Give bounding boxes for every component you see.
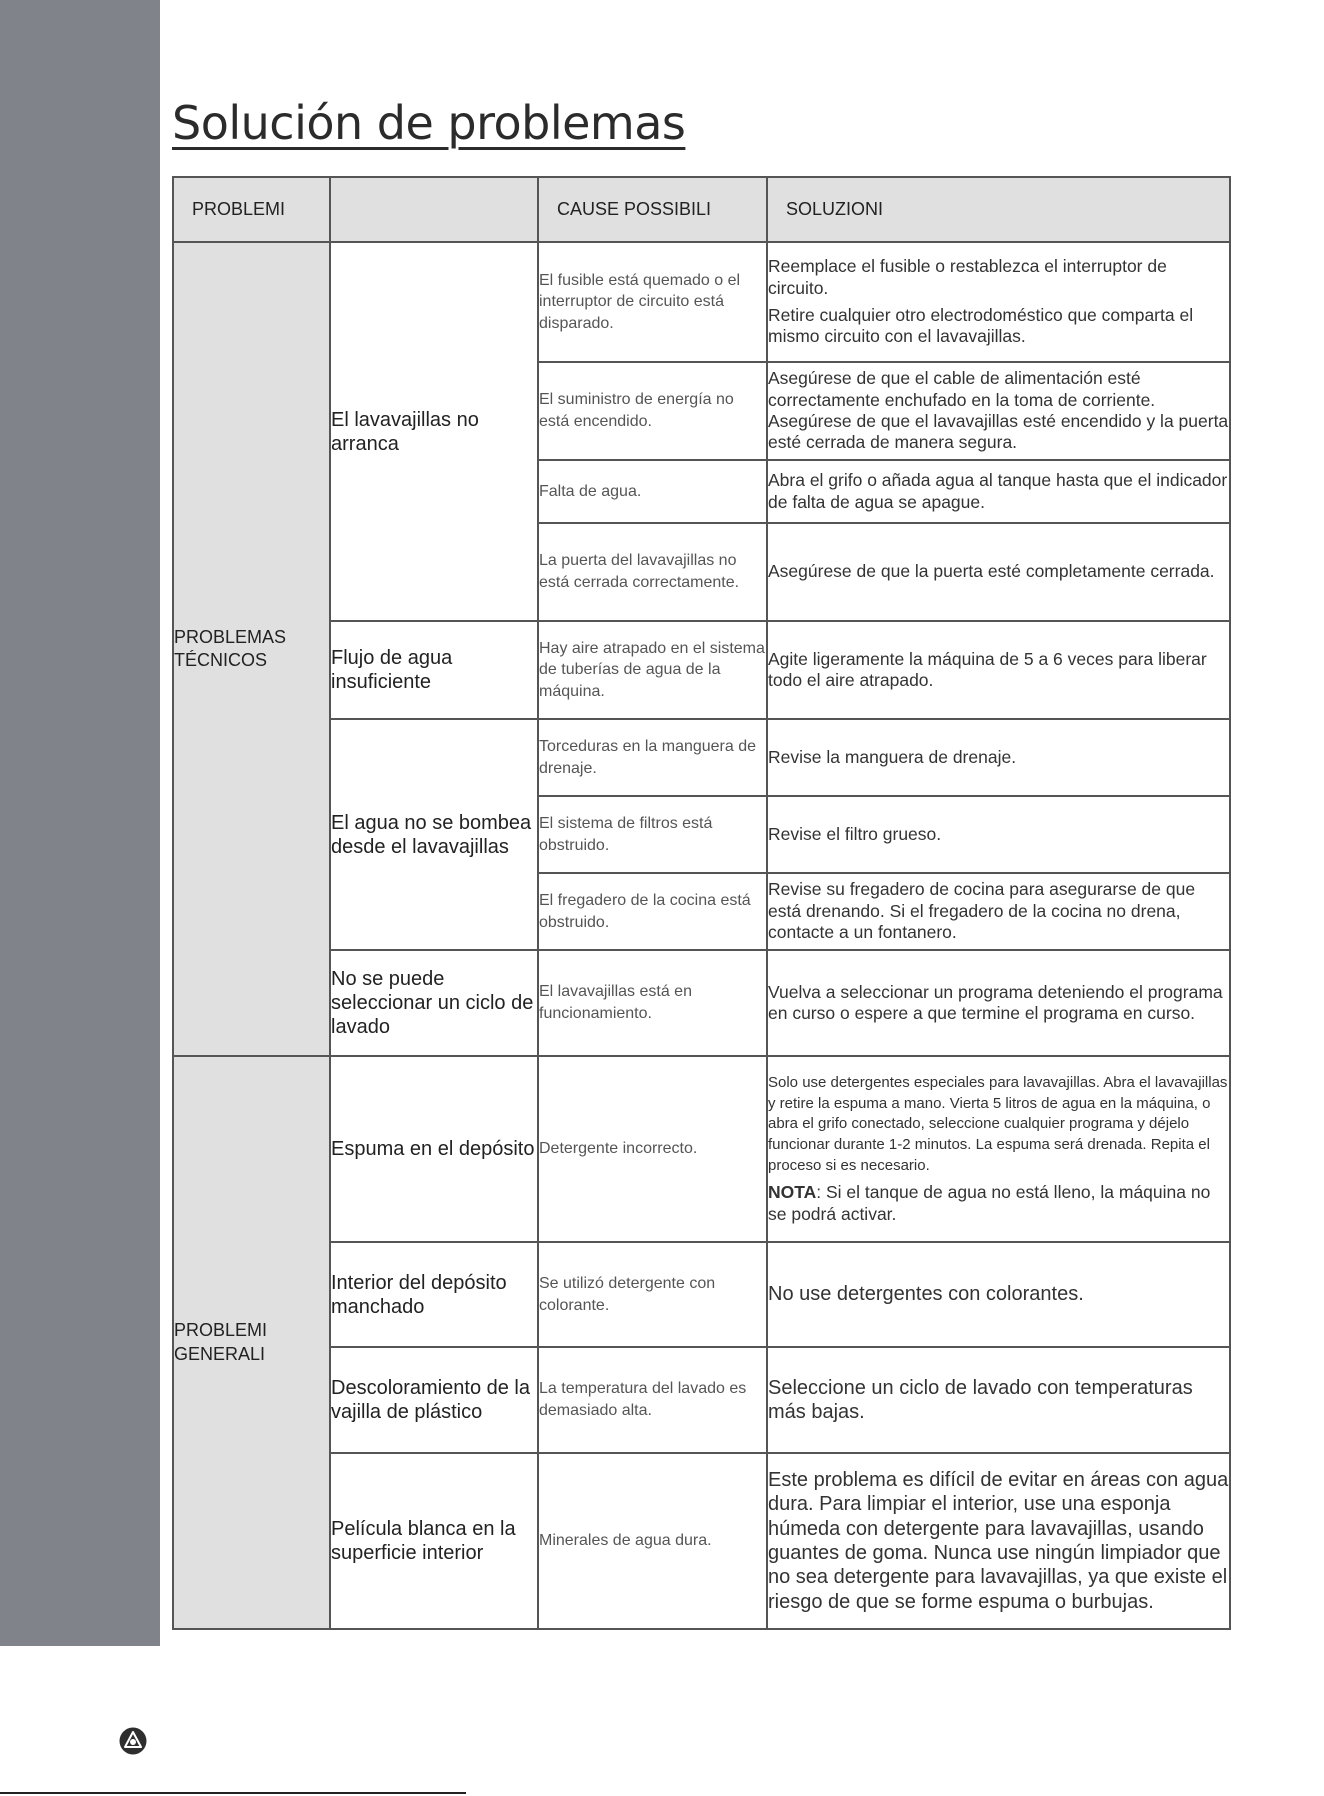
cause-cell: Detergente incorrecto. [538, 1056, 767, 1242]
solution-text: Retire cualquier otro electrodoméstico que comparta el mismo circuito con el lavavajillas. [768, 305, 1194, 347]
cause-cell: El sistema de filtros está obstruido. [538, 796, 767, 873]
table-row [173, 950, 1230, 1056]
cause-cell: Torceduras en la manguera de drenaje. [538, 719, 767, 796]
cause-cell: La temperatura del lavado es demasiado alta. [538, 1347, 767, 1453]
table-row [173, 1056, 1230, 1242]
note-label: NOTA [768, 1182, 817, 1203]
solution-text: Revise el filtro grueso. [768, 823, 942, 844]
solution-text: No use detergentes con colorantes. [768, 1283, 1084, 1306]
header-problem: PROBLEMI [173, 177, 330, 242]
solution-cell [767, 242, 1230, 362]
table-row [173, 719, 1230, 796]
solution-text: Revise su fregadero de cocina para asegurarse de que está drenando. Si el fregadero de la cocina no drena, contacte a un fontanero. [768, 879, 1196, 943]
solution-text: Asegúrese de que la puerta esté completamente cerrada. [768, 561, 1215, 582]
problem-foam: Espuma en el depósito [330, 1056, 538, 1242]
brand-logo-icon [118, 1726, 148, 1756]
table-row [173, 1242, 1230, 1347]
solution-text: Revise la manguera de drenaje. [768, 746, 1017, 767]
troubleshooting-table [172, 176, 1231, 1630]
problem-no-cycle: No se puede seleccionar un ciclo de lavado [330, 950, 538, 1056]
solution-text: Solo use detergentes especiales para lavavajillas. Abra el lavavajillas y retire la espuma a mano. Vierta 5 litros de agua en la máquina, o abra el grifo conectado, seleccione cualquier programa y déjelo funcionar durante 1-2 minutos. La espuma será drenada. Repita el proceso si es necesario. [768, 1073, 1228, 1174]
cause-cell: El lavavajillas está en funcionamiento. [538, 950, 767, 1056]
page-title: Solución de problemas [172, 96, 686, 150]
solution-cell [767, 950, 1230, 1056]
solution-text: Reemplace el fusible o restablezca el interruptor de circuito. [768, 256, 1167, 298]
table-header-row [173, 177, 1230, 242]
cause-cell: La puerta del lavavajillas no está cerrada correctamente. [538, 523, 767, 621]
problem-low-flow: Flujo de agua insuficiente [330, 621, 538, 719]
cause-cell: Hay aire atrapado en el sistema de tuberías de agua de la máquina. [538, 621, 767, 719]
problem-discoloration: Descoloramiento de la vajilla de plástico [330, 1347, 538, 1453]
category-technical: PROBLEMAS TÉCNICOS [173, 242, 330, 1056]
problem-no-start: El lavavajillas no arranca [330, 242, 538, 621]
solution-cell [767, 1056, 1230, 1242]
solution-cell [767, 873, 1230, 950]
table-row [173, 621, 1230, 719]
solution-cell [767, 796, 1230, 873]
cause-cell: El fusible está quemado o el interruptor de circuito está disparado. [538, 242, 767, 362]
solution-cell [767, 621, 1230, 719]
solution-text: Este problema es difícil de evitar en áreas con agua dura. Para limpiar el interior, use una esponja húmeda con detergente para lavavajillas, usando guantes de goma. Nunca use ningún limpiador que no sea detergente para lavavajillas, ya que existe el riesgo de que se forme espuma o burbujas. [768, 1468, 1229, 1613]
header-solutions: SOLUZIONI [767, 177, 1230, 242]
solution-cell [767, 719, 1230, 796]
solution-cell [767, 362, 1230, 460]
table-row [173, 1347, 1230, 1453]
solution-cell [767, 1242, 1230, 1347]
cause-cell: El suministro de energía no está encendido. [538, 362, 767, 460]
solution-note [768, 1182, 1229, 1225]
solution-cell [767, 1453, 1230, 1629]
solution-text: Abra el grifo o añada agua al tanque hasta que el indicador de falta de agua se apague. [768, 470, 1228, 512]
footer-rule [0, 1792, 466, 1794]
solution-cell [767, 460, 1230, 523]
solution-cell [767, 523, 1230, 621]
header-causes: CAUSE POSSIBILI [538, 177, 767, 242]
table-row [173, 1453, 1230, 1629]
cause-cell: El fregadero de la cocina está obstruido. [538, 873, 767, 950]
solution-text: Vuelva a seleccionar un programa deteniendo el programa en curso o espere a que termine el programa en curso. [768, 981, 1223, 1023]
cause-cell: Falta de agua. [538, 460, 767, 523]
solution-text: Seleccione un ciclo de lavado con temperaturas más bajas. [768, 1376, 1193, 1423]
problem-no-pump: El agua no se bombea desde el lavavajillas [330, 719, 538, 950]
problem-stained-interior: Interior del depósito manchado [330, 1242, 538, 1347]
table-row [173, 242, 1230, 362]
category-general: PROBLEMI GENERALI [173, 1056, 330, 1629]
note-text: : Si el tanque de agua no está lleno, la máquina no se podrá activar. [768, 1182, 1211, 1224]
header-blank [330, 177, 538, 242]
solution-cell [767, 1347, 1230, 1453]
cause-cell: Minerales de agua dura. [538, 1453, 767, 1629]
problem-white-film: Película blanca en la superficie interior [330, 1453, 538, 1629]
solution-text: Agite ligeramente la máquina de 5 a 6 veces para liberar todo el aire atrapado. [768, 648, 1207, 690]
cause-cell: Se utilizó detergente con colorante. [538, 1242, 767, 1347]
side-color-band [0, 0, 160, 1646]
solution-text: Asegúrese de que el cable de alimentación esté correctamente enchufado en la toma de corriente. Asegúrese de que el lavavajillas esté encendido y la puerta esté cerrada de manera segura. [768, 368, 1229, 453]
